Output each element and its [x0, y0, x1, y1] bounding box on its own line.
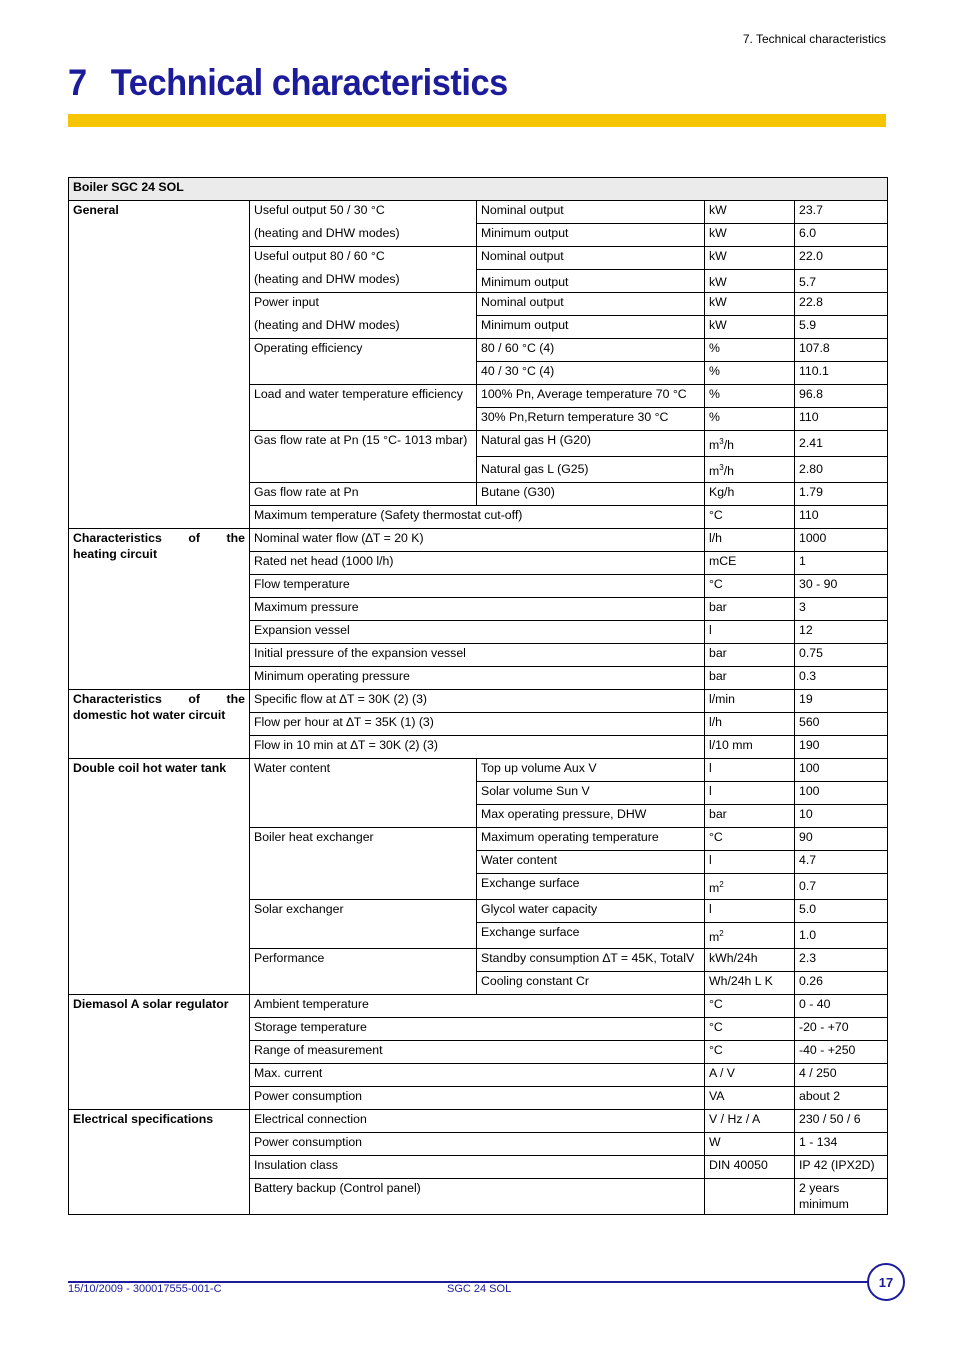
param-unit: l: [705, 782, 795, 805]
param-value: 2.41: [795, 431, 888, 457]
param-value: 0.26: [795, 972, 888, 995]
param-value: -20 - +70: [795, 1018, 888, 1041]
param-value: IP 42 (IPX2D): [795, 1156, 888, 1179]
param-unit: $m^3/h$: [705, 457, 795, 483]
param-label: Gas flow rate at Pn (15 °C- 1013 mbar): [250, 431, 477, 483]
param-desc: Maximum operating temperature: [477, 828, 705, 851]
param-unit: VA: [705, 1087, 795, 1110]
param-value: 110: [795, 506, 888, 529]
section-general: General: [69, 201, 250, 529]
param-unit: $m^3/h$: [705, 431, 795, 457]
param-value: about 2: [795, 1087, 888, 1110]
param-value: 2.3: [795, 949, 888, 972]
param-label: Gas flow rate at Pn: [250, 483, 477, 506]
param-label: Useful output 50 / 30 °C (heating and DHW modes): [250, 201, 477, 247]
param-unit: °C: [705, 828, 795, 851]
param-unit: %: [705, 385, 795, 408]
param-unit: l/10 mm: [705, 736, 795, 759]
param-label: Ambient temperature: [250, 995, 705, 1018]
section-electrical: Electrical specifications: [69, 1110, 250, 1215]
param-desc: Solar volume Sun V: [477, 782, 705, 805]
param-unit: °C: [705, 1018, 795, 1041]
param-value: 110.1: [795, 362, 888, 385]
param-value: 560: [795, 713, 888, 736]
page-title: [68, 62, 508, 104]
param-desc: Exchange surface: [477, 874, 705, 900]
param-label: Flow temperature: [250, 575, 705, 598]
param-desc: Natural gas L (G25): [477, 457, 705, 483]
param-unit: Kg/h: [705, 483, 795, 506]
table-caption-row: [69, 178, 888, 201]
param-value: 19: [795, 690, 888, 713]
param-label: Max. current: [250, 1064, 705, 1087]
param-unit: kW: [705, 293, 795, 316]
table-row: [69, 759, 888, 782]
param-unit: °C: [705, 1041, 795, 1064]
param-desc: Water content: [477, 851, 705, 874]
param-value: 23.7: [795, 201, 888, 224]
table-row: [69, 1110, 888, 1133]
param-label: Performance: [250, 949, 477, 995]
table-row: [69, 201, 888, 224]
param-unit: bar: [705, 598, 795, 621]
param-unit: DIN 40050: [705, 1156, 795, 1179]
param-label: Rated net head (1000 l/h): [250, 552, 705, 575]
table-row: [69, 995, 888, 1018]
param-unit: A / V: [705, 1064, 795, 1087]
param-unit: l/h: [705, 529, 795, 552]
param-desc: Minimum output: [477, 270, 705, 293]
param-desc: Nominal output: [477, 293, 705, 316]
param-desc: 80 / 60 °C (4): [477, 339, 705, 362]
param-value: 30 - 90: [795, 575, 888, 598]
param-desc: Standby consumption ∆T = 45K, TotalV: [477, 949, 705, 972]
param-label: Nominal water flow (∆T = 20 K): [250, 529, 705, 552]
running-header: 7. Technical characteristics: [742, 32, 886, 46]
param-label: Useful output 80 / 60 °C (heating and DHW modes): [250, 247, 477, 293]
param-unit: %: [705, 408, 795, 431]
param-label: Flow per hour at ∆T = 35K (1) (3): [250, 713, 705, 736]
param-unit: mCE: [705, 552, 795, 575]
param-label: Range of measurement: [250, 1041, 705, 1064]
param-label: Load and water temperature efficiency: [250, 385, 477, 431]
param-desc: Nominal output: [477, 201, 705, 224]
section-dhw: Characteristics of the domestic hot water circuit: [69, 690, 250, 759]
param-desc: 100% Pn, Average temperature 70 °C: [477, 385, 705, 408]
param-value: 4 / 250: [795, 1064, 888, 1087]
param-value: 0.3: [795, 667, 888, 690]
section-regulator: Diemasol A solar regulator: [69, 995, 250, 1110]
param-unit: kWh/24h: [705, 949, 795, 972]
param-unit: Wh/24h L K: [705, 972, 795, 995]
param-value: 1 - 134: [795, 1133, 888, 1156]
param-desc: Top up volume Aux V: [477, 759, 705, 782]
param-unit: kW: [705, 224, 795, 247]
param-label: Boiler heat exchanger: [250, 828, 477, 900]
param-desc: 40 / 30 °C (4): [477, 362, 705, 385]
footer-doc-ref: 15/10/2009 - 300017555-001-C: [68, 1283, 222, 1295]
param-desc: Cooling constant Cr: [477, 972, 705, 995]
param-label: Water content: [250, 759, 477, 828]
param-label: Power input (heating and DHW modes): [250, 293, 477, 339]
param-label: Power consumption: [250, 1087, 705, 1110]
param-unit: bar: [705, 667, 795, 690]
param-unit: kW: [705, 270, 795, 293]
param-value: 190: [795, 736, 888, 759]
param-unit: bar: [705, 805, 795, 828]
param-unit: %: [705, 339, 795, 362]
param-value: 1000: [795, 529, 888, 552]
param-value: 2.80: [795, 457, 888, 483]
param-value: 5.9: [795, 316, 888, 339]
param-value: 6.0: [795, 224, 888, 247]
param-desc: Exchange surface: [477, 923, 705, 949]
title-accent-bar: [68, 114, 886, 127]
param-label: Specific flow at ∆T = 30K (2) (3): [250, 690, 705, 713]
param-value: 5.7: [795, 270, 888, 293]
param-unit: °C: [705, 575, 795, 598]
param-unit: $m^2$: [705, 874, 795, 900]
param-unit: °C: [705, 995, 795, 1018]
param-label: Operating efficiency: [250, 339, 477, 385]
param-value: 107.8: [795, 339, 888, 362]
param-desc: Butane (G30): [477, 483, 705, 506]
param-value: 10: [795, 805, 888, 828]
param-label: Insulation class: [250, 1156, 705, 1179]
param-unit: l: [705, 621, 795, 644]
param-value: 22.8: [795, 293, 888, 316]
param-value: 100: [795, 759, 888, 782]
param-unit: V / Hz / A: [705, 1110, 795, 1133]
param-label: Power consumption: [250, 1133, 705, 1156]
param-desc: Max operating pressure, DHW: [477, 805, 705, 828]
param-value: -40 - +250: [795, 1041, 888, 1064]
param-unit: l/h: [705, 713, 795, 736]
param-unit: °C: [705, 506, 795, 529]
param-desc: Minimum output: [477, 224, 705, 247]
param-unit: l: [705, 900, 795, 923]
param-unit: l: [705, 759, 795, 782]
param-unit: l: [705, 851, 795, 874]
param-label: Initial pressure of the expansion vessel: [250, 644, 705, 667]
param-value: 230 / 50 / 6: [795, 1110, 888, 1133]
section-heating: Characteristics of the heating circuit: [69, 529, 250, 690]
param-unit: %: [705, 362, 795, 385]
chapter-title: Technical characteristics: [110, 62, 508, 103]
param-desc: Minimum output: [477, 316, 705, 339]
table-caption: Boiler SGC 24 SOL: [69, 178, 888, 201]
param-value: 12: [795, 621, 888, 644]
param-value: 100: [795, 782, 888, 805]
param-label: Storage temperature: [250, 1018, 705, 1041]
param-value: 0.75: [795, 644, 888, 667]
param-label: Solar exchanger: [250, 900, 477, 949]
param-value: 90: [795, 828, 888, 851]
page-number: 17: [878, 1274, 894, 1290]
param-value: 3: [795, 598, 888, 621]
table-row: [69, 529, 888, 552]
param-value: 0 - 40: [795, 995, 888, 1018]
param-value: 1.0: [795, 923, 888, 949]
param-unit: W: [705, 1133, 795, 1156]
param-label: Expansion vessel: [250, 621, 705, 644]
param-label: Flow in 10 min at ∆T = 30K (2) (3): [250, 736, 705, 759]
param-value: 110: [795, 408, 888, 431]
param-value: 22.0: [795, 247, 888, 270]
param-desc: Nominal output: [477, 247, 705, 270]
param-value: 2 years minimum: [795, 1179, 888, 1215]
footer-product: SGC 24 SOL: [447, 1283, 512, 1295]
param-unit: kW: [705, 201, 795, 224]
section-tank: Double coil hot water tank: [69, 759, 250, 995]
param-label: Battery backup (Control panel): [250, 1179, 705, 1215]
table-row: [69, 690, 888, 713]
param-unit: $m^2$: [705, 923, 795, 949]
param-desc: Natural gas H (G20): [477, 431, 705, 457]
spec-table: [68, 177, 888, 1215]
param-unit: bar: [705, 644, 795, 667]
param-label: Maximum temperature (Safety thermostat cut-off): [250, 506, 705, 529]
param-value: 96.8: [795, 385, 888, 408]
param-unit: kW: [705, 247, 795, 270]
param-value: 0.7: [795, 874, 888, 900]
param-unit: [705, 1179, 795, 1215]
param-value: 5.0: [795, 900, 888, 923]
param-desc: Glycol water capacity: [477, 900, 705, 923]
param-label: Electrical connection: [250, 1110, 705, 1133]
param-value: 4.7: [795, 851, 888, 874]
chapter-number: 7: [68, 62, 87, 103]
page-number-badge: [867, 1263, 905, 1301]
param-unit: kW: [705, 316, 795, 339]
param-unit: l/min: [705, 690, 795, 713]
param-value: 1: [795, 552, 888, 575]
param-desc: 30% Pn,Return temperature 30 °C: [477, 408, 705, 431]
param-value: 1.79: [795, 483, 888, 506]
param-label: Maximum pressure: [250, 598, 705, 621]
param-label: Minimum operating pressure: [250, 667, 705, 690]
